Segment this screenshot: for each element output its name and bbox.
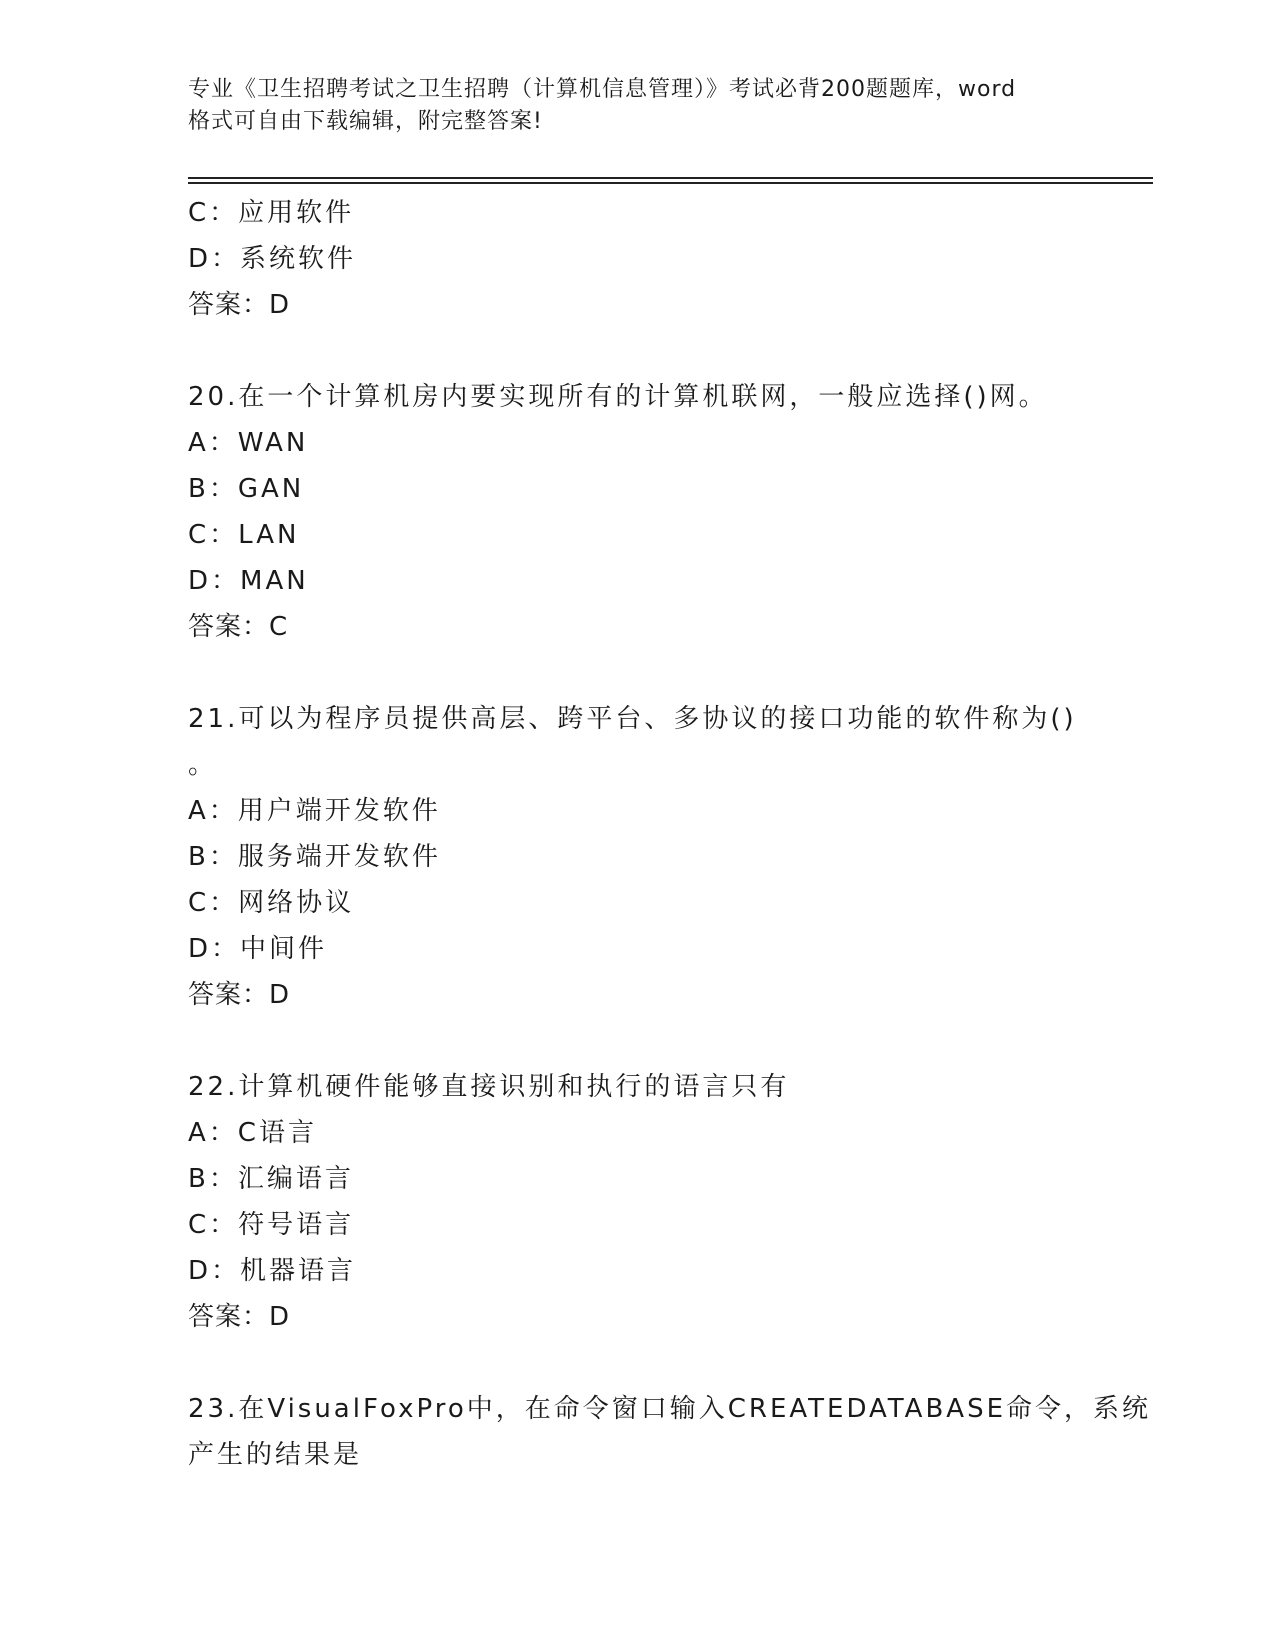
question-text: 23.在VisualFoxPro中，在命令窗口输入CREATEDATABASE命令，系统 — [188, 1394, 1151, 1424]
option-a: A：C语言 — [188, 1118, 317, 1148]
option-a: A：用户端开发软件 — [188, 796, 441, 826]
option-b: B：汇编语言 — [188, 1164, 354, 1194]
answer: 答案：D — [188, 980, 291, 1010]
option-a: A：WAN — [188, 428, 309, 458]
answer: 答案：C — [188, 612, 289, 642]
header-divider-top — [188, 177, 1153, 179]
option-b: B：GAN — [188, 474, 305, 504]
question-block-20 — [188, 374, 1088, 650]
spacer — [188, 650, 1088, 696]
header-line-1: 专业《卫生招聘考试之卫生招聘（计算机信息管理）》考试必背200题题库，word — [188, 77, 1017, 102]
option-c: C：网络协议 — [188, 888, 355, 918]
question-text: 22.计算机硬件能够直接识别和执行的语言只有 — [188, 1072, 790, 1102]
question-block-19 — [188, 190, 1088, 328]
document-header — [188, 74, 1088, 138]
option-b: B：服务端开发软件 — [188, 842, 441, 872]
spacer — [188, 328, 1088, 374]
option-d: D：中间件 — [188, 934, 328, 964]
option-c: C：应用软件 — [188, 198, 355, 228]
header-divider-bottom — [188, 182, 1153, 184]
question-text-continued: 。 — [188, 750, 218, 780]
option-d: D：机器语言 — [188, 1256, 357, 1286]
question-block-21 — [188, 696, 1088, 1018]
question-block-23 — [188, 1386, 1151, 1478]
option-c: C：LAN — [188, 520, 300, 550]
question-text: 20.在一个计算机房内要实现所有的计算机联网，一般应选择()网。 — [188, 382, 1048, 412]
header-line-2: 格式可自由下载编辑，附完整答案! — [188, 109, 543, 134]
question-block-22 — [188, 1064, 1088, 1340]
option-d: D：MAN — [188, 566, 309, 596]
answer: 答案：D — [188, 1302, 291, 1332]
option-c: C：符号语言 — [188, 1210, 355, 1240]
question-text: 21.可以为程序员提供高层、跨平台、多协议的接口功能的软件称为() — [188, 704, 1077, 734]
question-text-continued: 产生的结果是 — [188, 1440, 363, 1470]
answer: 答案：D — [188, 290, 291, 320]
spacer — [188, 1340, 1088, 1386]
spacer — [188, 1018, 1088, 1064]
option-d: D：系统软件 — [188, 244, 357, 274]
document-body — [188, 190, 1151, 1478]
